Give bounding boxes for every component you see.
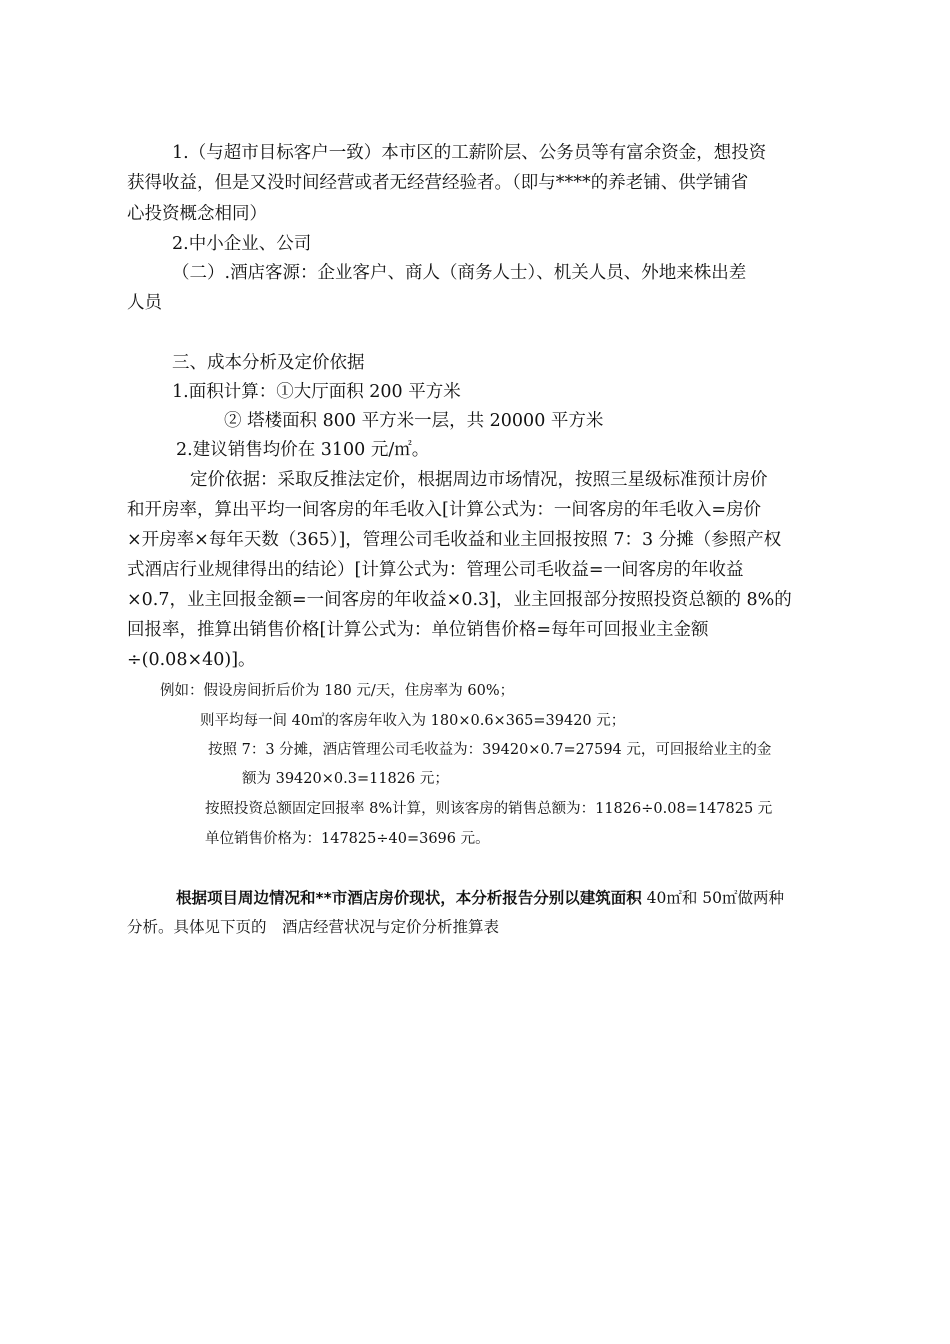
- audience-item1-line1: 1.（与超市目标客户一致）本市区的工薪阶层、公务员等有富余资金，想投资: [172, 143, 767, 163]
- pricing-basis-line: 定价依据：采取反推法定价，根据周边市场情况，按照三星级标准预计房价: [190, 470, 768, 490]
- suggested-price: 2.建议销售均价在 3100 元/㎡。: [176, 440, 430, 460]
- pricing-basis-line: 和开房率，算出平均一间客房的年毛收入[计算公式为：一间客房的年毛收入=房价: [127, 500, 761, 520]
- pricing-basis-line: ×0.7，业主回报金额=一间客房的年收益×0.3]，业主回报部分按照投资总额的 8%的: [127, 590, 792, 610]
- audience-item2: 2.中小企业、公司: [172, 234, 312, 254]
- area-calc-line1: 1.面积计算：①大厅面积 200 平方米: [172, 382, 461, 402]
- example-line5: 按照投资总额固定回报率 8%计算，则该客房的销售总额为：11826÷0.08=147825 元: [205, 801, 773, 817]
- audience-item1-line3: 心投资概念相同）: [127, 204, 267, 224]
- example-line4: 额为 39420×0.3=11826 元；: [242, 771, 449, 787]
- hotel-source-line1: （二）.酒店客源：企业客户、商人（商务人士）、机关人员、外地来株出差: [172, 263, 747, 283]
- conclusion-line2: 分析。具体见下页的 酒店经营状况与定价分析推算表: [127, 918, 500, 936]
- example-line6: 单位销售价格为：147825÷40=3696 元。: [205, 831, 490, 847]
- pricing-basis-line: ÷(0.08×40)]。: [127, 650, 256, 670]
- audience-item1-line2: 获得收益，但是又没时间经营或者无经营经验者。（即与****的养老铺、供学铺省: [127, 173, 749, 193]
- hotel-source-line2: 人员: [127, 293, 162, 313]
- conclusion-area-text: 40㎡和 50㎡做两种: [641, 889, 785, 907]
- example-line1: 例如：假设房间折后价为 180 元/天，住房率为 60%；: [160, 683, 515, 699]
- conclusion-bold-text: 根据项目周边情况和**市酒店房价现状，本分析报告分别以建筑面积: [176, 889, 642, 907]
- example-line3: 按照 7：3 分摊，酒店管理公司毛收益为：39420×0.7=27594 元，可回报给业主的金: [208, 742, 772, 758]
- area-calc-line2: ② 塔楼面积 800 平方米一层，共 20000 平方米: [224, 411, 604, 431]
- pricing-basis-line: 式酒店行业规律得出的结论）[计算公式为：管理公司毛收益=一间客房的年收益: [127, 560, 744, 580]
- conclusion-line1: [176, 885, 784, 911]
- section-heading-cost-analysis: 三、成本分析及定价依据: [172, 353, 365, 373]
- pricing-basis-line: 回报率，推算出销售价格[计算公式为：单位销售价格=每年可回报业主金额: [127, 620, 709, 640]
- example-line2: 则平均每一间 40㎡的客房年收入为 180×0.6×365=39420 元；: [200, 713, 626, 729]
- pricing-basis-line: ×开房率×每年天数（365）]，管理公司毛收益和业主回报按照 7：3 分摊（参照产权: [127, 530, 782, 550]
